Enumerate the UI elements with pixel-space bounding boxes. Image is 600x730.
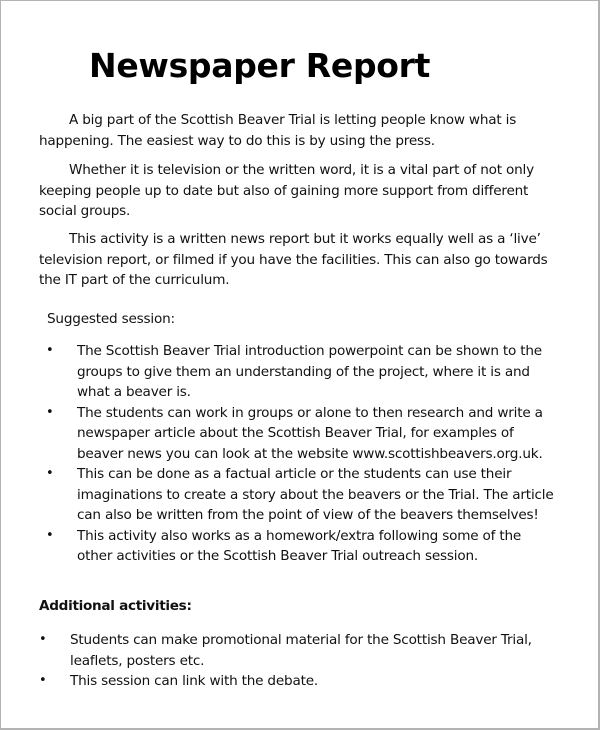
list-item (46, 341, 557, 403)
bullet-icon: • (39, 673, 47, 688)
intro-paragraph: A big part of the Scottish Beaver Trial is letting people know what is happening. The easiest way to do this is by using the press. (39, 112, 517, 149)
list-item (39, 630, 560, 671)
bullet-icon: • (46, 343, 54, 358)
list-item (46, 526, 557, 567)
additional-activities-heading: Additional activities: (39, 598, 192, 614)
list-item-text: The Scottish Beaver Trial introduction powerpoint can be shown to the groups to give them an understanding of the project, where it is and what a beaver is. (77, 343, 542, 400)
list-item-text: The students can work in groups or alone to then research and write a newspaper article about the Scottish Beaver Trial, for examples of beaver news you can look at the website www.scottishbeavers.org.uk. (77, 404, 543, 462)
bullet-icon: • (39, 632, 47, 647)
list-item-text: This session can link with the debate. (70, 673, 318, 689)
list-item (39, 671, 560, 692)
additional-activities-list (39, 630, 560, 692)
suggested-session-label: Suggested session: (47, 311, 175, 327)
list-item-text: This activity also works as a homework/extra following some of the other activities or the Scottish Beaver Trial outreach session. (77, 527, 522, 564)
bullet-icon: • (46, 404, 54, 420)
bullet-icon: • (46, 527, 54, 543)
list-item-text: Students can make promotional material for the Scottish Beaver Trial, leaflets, posters etc. (70, 632, 532, 669)
bullet-icon: • (46, 466, 54, 481)
list-item-text: This can be done as a factual article or the students can use their imaginations to create a story about the beavers or the Trial. The article can also be written from the point of view of the beavers themselves! (77, 466, 554, 523)
suggested-session-list (46, 341, 557, 567)
list-item (46, 403, 557, 465)
list-item (46, 464, 557, 526)
activity-paragraph: This activity is a written news report but it works equally well as a ‘live’ television report, or filmed if you have the facilities. This can also go towards the IT part of the curriculum. (39, 231, 548, 288)
press-paragraph: Whether it is television or the written word, it is a vital part of not only keeping people up to date but also of gaining more support from different social groups. (39, 162, 534, 219)
page-title: Newspaper Report (89, 46, 431, 85)
